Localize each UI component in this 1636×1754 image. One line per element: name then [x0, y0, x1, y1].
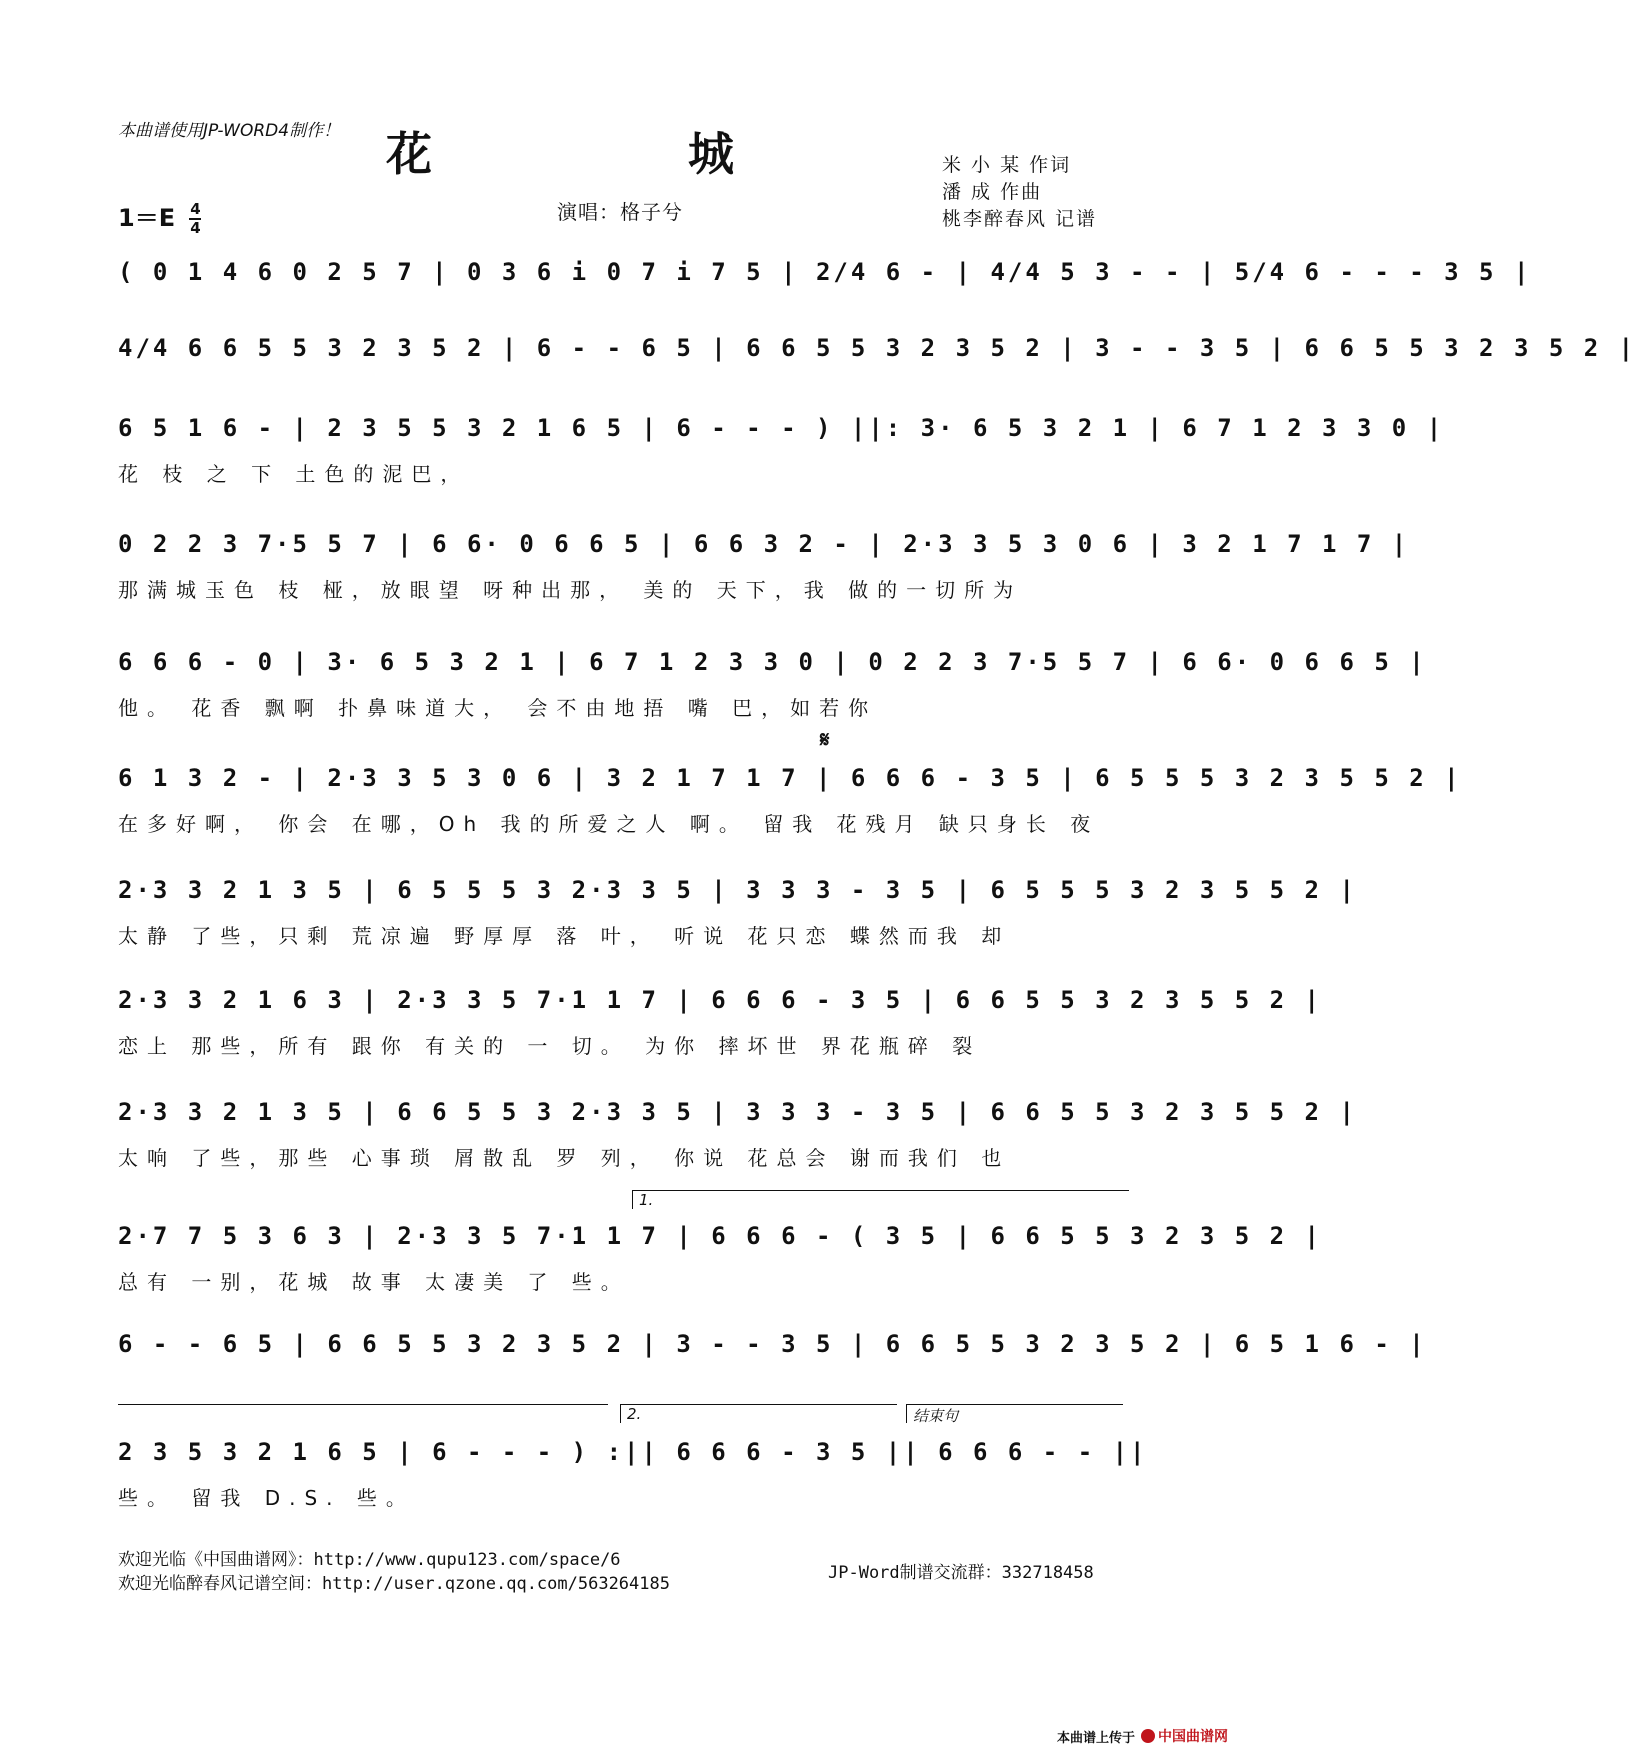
volta-ending: 结束句: [906, 1404, 1123, 1423]
key-text: 1＝E: [118, 204, 176, 232]
time-signature-bottom: 4: [190, 219, 201, 237]
footer-link-qupu[interactable]: 欢迎光临《中国曲谱网》：http://www.qupu123.com/space/6: [118, 1550, 621, 1570]
notes: 2·7 7 5 3 6 3 | 2·3 3 5 7·1 1 7 | 6 6 6 - ( 3 5 | 6 6 5 5 3 2 3 5 2 |: [118, 1222, 1322, 1250]
footer-links: [118, 1548, 670, 1596]
lyrics: 太响 了些，那些 心事琐 屑散乱 罗 列， 你说 花总会 谢而我们 也: [118, 1146, 1011, 1170]
notes: 0 2 2 3 7·5 5 7 | 6 6· 0 6 6 5 | 6 6 3 2 - | 2·3 3 5 3 0 6 | 3 2 1 7 1 7 |: [118, 530, 1410, 558]
lyrics: 那满城玉色 枝 桠，放眼望 呀种出那， 美的 天下，我 做的一切所为: [118, 578, 1023, 602]
upload-credit: [1057, 1726, 1228, 1746]
lyrics: 花 枝 之 下 土色的泥巴，: [118, 462, 470, 486]
song-title: 花 城: [385, 127, 854, 181]
lyrics: 在多好啊， 你会 在哪，Oh 我的所爱之人 啊。 留我 花残月 缺只身长 夜: [118, 812, 1100, 836]
lyrics: 太静 了些，只剩 荒凉遍 野厚厚 落 叶， 听说 花只恋 蝶然而我 却: [118, 924, 1011, 948]
software-note: 本曲谱使用JP-WORD4制作！: [118, 121, 341, 141]
logo-icon: [1141, 1729, 1155, 1743]
notes: 6 1 3 2 - | 2·3 3 5 3 0 6 | 3 2 1 7 1 7 | 6 6 6 - 3 5 | 6 5 5 5 3 2 3 5 5 2 |: [118, 764, 1462, 792]
singer: 演唱：格子兮: [557, 200, 683, 224]
transcriber-credit: 桃李醉春风 记谱: [942, 208, 1098, 230]
notes: 6 - - 6 5 | 6 6 5 5 3 2 3 5 2 | 3 - - 3 5 | 6 6 5 5 3 2 3 5 2 | 6 5 1 6 - |: [118, 1330, 1427, 1358]
notes: 6 6 6 - 0 | 3· 6 5 3 2 1 | 6 7 1 2 3 3 0 | 0 2 2 3 7·5 5 7 | 6 6· 0 6 6 5 |: [118, 648, 1427, 676]
notes: 2·3 3 2 1 3 5 | 6 5 5 5 3 2·3 3 5 | 3 3 3 - 3 5 | 6 5 5 5 3 2 3 5 5 2 |: [118, 876, 1357, 904]
upload-note: 本曲谱上传于: [1056, 1730, 1135, 1746]
lyrics: 总有 一别，花城 故事 太凄美 了 些。: [118, 1270, 630, 1294]
volta-first: 1.: [632, 1190, 1129, 1209]
notes: ( 0 1 4 6 0 2 5 7 | 0 3 6 i 0 7 i 7 5 | 2/4 6 - | 4/4 5 3 - - | 5/4 6 - - - 3 5 |: [118, 258, 1532, 286]
notes: 4/4 6 6 5 5 3 2 3 5 2 | 6 - - 6 5 | 6 6 5 5 3 2 3 5 2 | 3 - - 3 5 | 6 6 5 5 3 2 3 5 2 |: [118, 334, 1636, 362]
notes: 2 3 5 3 2 1 6 5 | 6 - - - ) :|| 6 6 6 - 3 5 || 6 6 6 - - ||: [118, 1438, 1148, 1466]
footer-link-qzone[interactable]: 欢迎光临醉春风记谱空间：http://user.qzone.qq.com/563264185: [118, 1574, 670, 1594]
lyrics: 些。 留我 D.S. 些。: [118, 1486, 415, 1510]
site-logo[interactable]: [1141, 1726, 1228, 1746]
exchange-group: JP-Word制谱交流群：332718458: [828, 1563, 1094, 1583]
site-logo-text: 中国曲谱网: [1158, 1729, 1228, 1745]
composer-credit: 潘 成 作曲: [942, 181, 1043, 203]
notes: 2·3 3 2 1 6 3 | 2·3 3 5 7·1 1 7 | 6 6 6 - 3 5 | 6 6 5 5 3 2 3 5 5 2 |: [118, 986, 1322, 1014]
volta-second: 2.: [620, 1404, 897, 1423]
volta-divider: [118, 1404, 608, 1405]
time-signature-top: 4: [190, 200, 201, 218]
notes: 2·3 3 2 1 3 5 | 6 6 5 5 3 2·3 3 5 | 3 3 3 - 3 5 | 6 6 5 5 3 2 3 5 5 2 |: [118, 1098, 1357, 1126]
lyrics: 他。 花香 飘啊 扑鼻味道大， 会不由地捂 嘴 巴，如若你: [118, 696, 878, 720]
notes: 6 5 1 6 - | 2 3 5 5 3 2 1 6 5 | 6 - - - ) ||: 3· 6 5 3 2 1 | 6 7 1 2 3 3 0 |: [118, 414, 1445, 442]
lyricist-credit: 米 小 某 作词: [942, 154, 1072, 176]
lyrics: 恋上 那些，所有 跟你 有关的 一 切。 为你 摔坏世 界花瓶碎 裂: [118, 1034, 982, 1058]
segno-sign: 𝄋: [820, 728, 830, 753]
